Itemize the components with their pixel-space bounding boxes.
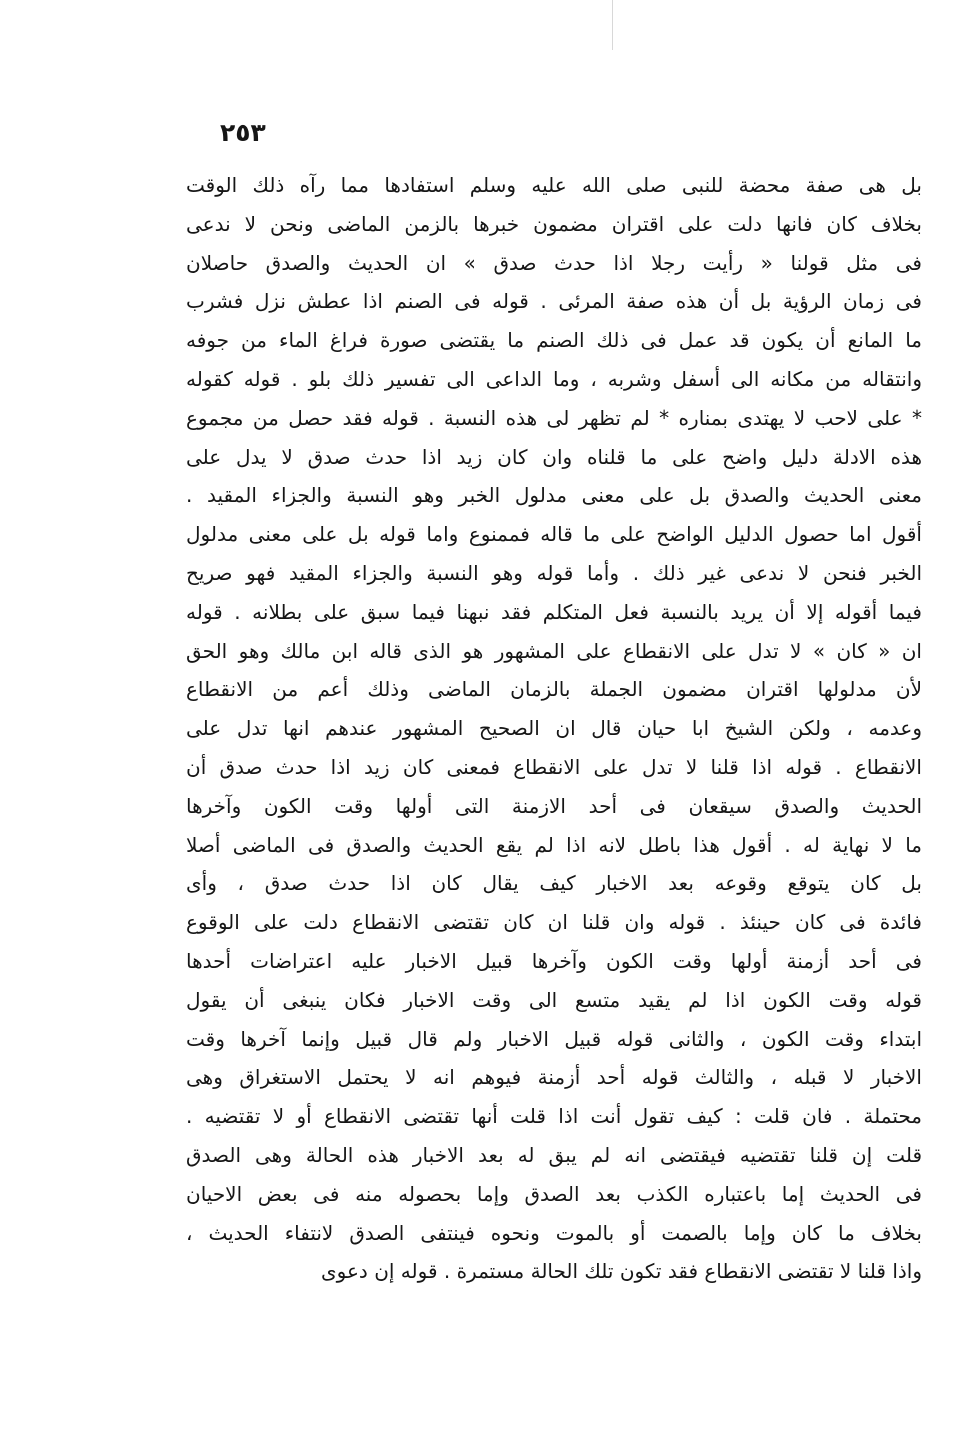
text-line: بخلاف ما كان وإما بالصمت أو بالموت ونحوه فينتفى الصدق لانتفاء الحديث ، xyxy=(186,1220,922,1245)
text-line: الخبر فنحن لا ندعى غير ذلك . وأما قوله وهو النسبة والجزاء المقيد فهو صريح xyxy=(186,560,922,585)
text-line: فى الحديث إما باعتباره الكذب بعد الصدق وإما بحصوله منه فى بعض الاحيان xyxy=(186,1181,922,1206)
text-line: ان « كان » لا تدل على الانقطاع على المشهور هو الذى قاله ابن مالك وهو الحق xyxy=(186,638,922,663)
text-line: بل كان يتوقع وقوعه بعد الاخبار كيف يقال كان اذا حدث صدق ، وأى xyxy=(186,871,922,896)
text-line: فى أحد أزمنة أولها وقت الكون وآخرها قبيل الاخبار عليه اعتراضات أحدها xyxy=(186,948,922,973)
text-line: قلت إن قلنا تقتضيه فيقتضى انه لم يبق له بعد الاخبار هذه الحالة وهى الصدق xyxy=(186,1142,922,1167)
text-line: محتملة . فان قلت : كيف تقول أنت اذا قلت أنها تقتضى الانقطاع أو لا تقتضيه . xyxy=(186,1104,922,1129)
text-line: بل هى صفة محضة للنبى صلى الله عليه وسلم استفادها مما رآه ذلك الوقت xyxy=(186,173,922,197)
text-line: قوله وقت الكون اذا لم يقيد متسع الى وقت الاخبار فكان ينبغى أن يقول xyxy=(186,987,922,1012)
text-line: فى مثل قولنا « رأيت رجلا اذا حدث صدق » ان الحديث والصدق حاصلان xyxy=(186,250,922,275)
text-line: فائدة فى كان حينئذ . قوله وان قلنا ان كان تقتضى الانقطاع دلت على الوقوع xyxy=(186,910,922,935)
text-line: الانقطاع . قوله اذا قلنا لا تدل على الانقطاع فمعنى كان زيد اذا حدث صدق أن xyxy=(186,754,922,779)
text-line: ما لا نهاية له . أقول هذا باطل لانه اذا لم يقع الحديث والصدق فى الماضى أصلا xyxy=(186,832,922,857)
text-line: هذه الادلة دليل واضح على ما قلناه وان كان زيد اذا حدث صدق لا يدل على xyxy=(186,444,922,469)
text-line: الاخبار لا قبله ، والثالث قوله أحد أزمنة فيوهم انه لا يحتمل الاستغراق وهى xyxy=(186,1065,922,1090)
text-line: معنى الحديث والصدق بل على معنى مدلول الخبر وهو النسبة والجزاء المقيد . xyxy=(186,483,922,508)
text-line: ابتداء وقت الكون ، والثانى قوله قبيل الاخبار ولم قال قبيل وإنما آخرها وقت xyxy=(186,1026,922,1051)
text-line: أقول اما حصول الدليل الواضح على ما قاله فممنوع واما قوله بل على معنى مدلول xyxy=(186,522,922,547)
text-line: لأن مدلولها اقتران مضمون الجملة بالزمان الماضى وذلك أعم من الانقطاع xyxy=(186,677,922,702)
page-fold-line xyxy=(612,0,613,50)
body-text xyxy=(186,166,922,1291)
text-line: فيما أقوله إلا أن يريد بالنسبة فعل المتكلم فقد نبهنا فيما سبق على بطلانه . قوله xyxy=(186,599,922,624)
text-line: بخلاف كان فانها دلت على اقتران مضمون خبرها بالزمن الماضى ونحن لا ندعى xyxy=(186,211,922,236)
text-line: * على لاحب لا يهتدى بمناره * لم تظهر لى هذه النسبة . قوله فقد حصل من مجموع xyxy=(186,405,922,430)
text-line: واذا قلنا لا تقتضى الانقطاع فقد تكون تلك الحالة مستمرة . قوله إن دعوى xyxy=(321,1259,922,1284)
text-line: الحديث والصدق سيقعان فى أحد الازمنة التى أولها وقت الكون وآخرها xyxy=(186,793,922,818)
page-number: ٢٥٣ xyxy=(220,118,266,147)
text-line: ما المانع أن يكون قد عمل فى ذلك الصنم ما يقتضى صورة فراغ الماء من جوفه xyxy=(186,328,922,353)
text-line: وعدمه ، ولكن الشيخ ابا حيان قال ان الصحيح المشهور عندهم انها تدل على xyxy=(186,716,922,741)
text-line: وانتقاله من مكانه الى أسفل وشربه ، وما الداعى الى تفسير ذلك بلو . قوله كقوله xyxy=(186,366,922,391)
text-line: فى زمان الرؤية بل أن هذه صفة المرئى . قوله فى الصنم اذا عطش نزل فشرب xyxy=(186,289,922,314)
